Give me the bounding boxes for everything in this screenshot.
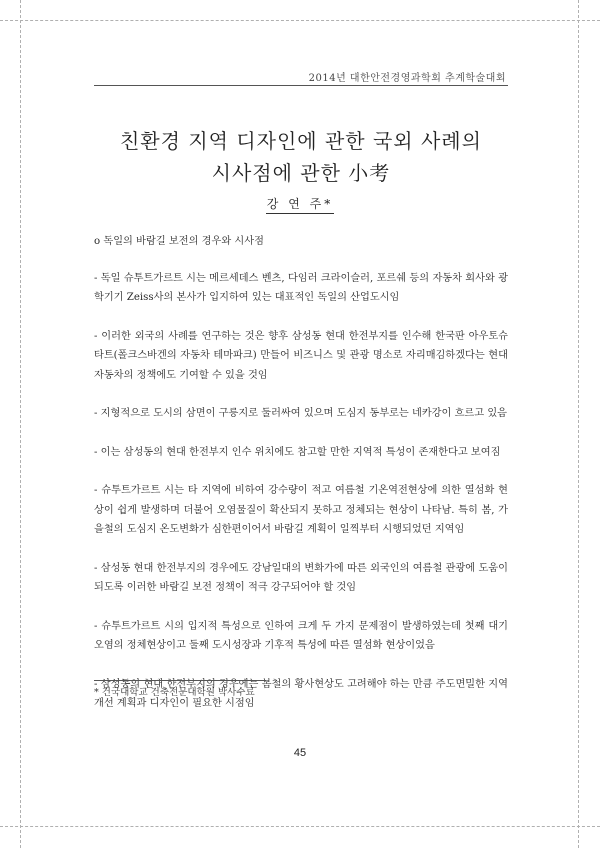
body-paragraph: - 독일 슈투트가르트 시는 메르세데스 벤츠, 다임러 크라이슬러, 포르쉐 등의 자동차 회사와 광학기기 Zeiss사의 본사가 입지하여 있는 대표적인 독일의 산업도시임 [94, 272, 508, 303]
body-paragraph: - 이는 삼성동의 현대 한전부지 인수 위치에도 참고할 만한 지역적 특성이 존재한다고 보여짐 [94, 446, 501, 458]
body-paragraph: - 이러한 외국의 사례를 연구하는 것은 향후 삼성동 현대 한전부지를 인수해 한국판 아우토슈타트(폴크스바겐의 자동차 테마파크) 만들어 비즈니스 및 관광 명소로 자리매김하겠다는 현대자동차의 정책에도 기여할 수 있을 것임 [94, 330, 508, 381]
paper-title-line-2: 시사점에 관한 小考 [211, 161, 391, 185]
body-paragraph: - 슈투트가르트 시는 타 지역에 비하여 강수량이 적고 여름철 기온역전현상에 의한 열섬화 현상이 쉽게 발생하며 더불어 오염물질이 확산되지 못하고 정체되는 현상이 나타남. 특히 봄, 가을철의 도심지 온도변화가 심한편이어서 바람길 계획이 일찍부터 시행되었던 지역임 [94, 485, 508, 535]
footnote-rule [94, 680, 266, 681]
crop-guide-top [0, 20, 600, 21]
body-paragraph: - 삼성동 현대 한전부지의 경우에도 강남일대의 변화가에 따른 외국인의 여름철 관광에 도움이 되도록 이러한 바람길 보전 정책이 적극 강구되어야 할 것임 [94, 562, 508, 593]
section-heading: o 독일의 바람길 보전의 경우와 시사점 [94, 236, 264, 247]
body-paragraph: - 슈투트가르트 시의 입지적 특성으로 인하여 크게 두 가지 문제점이 발생하였는데 첫째 대기오염의 정체현상이고 둘째 도시성장과 기후적 특성에 따른 열섬화 현상이었음 [94, 620, 508, 651]
body-paragraph: - 삼성동의 현대 한전부지의 경우에는 봄철의 황사현상도 고려해야 하는 만큼 주도면밀한 지역개선 계획과 디자인이 필요한 시점임 [94, 678, 508, 709]
crop-guide-left [20, 0, 21, 848]
body-text [94, 232, 508, 733]
crop-guide-right [578, 0, 579, 848]
header-rule [94, 85, 508, 86]
author-name: 강 연 주* [266, 195, 334, 214]
crop-guide-bottom [0, 826, 600, 827]
paper-title-line-1: 친환경 지역 디자인에 관한 국외 사례의 [120, 129, 482, 153]
author-line [0, 195, 600, 214]
footnote: * 건국대학교 건축전문대학원 박사수료 [94, 687, 255, 698]
page-number: 45 [293, 747, 307, 759]
body-paragraph: - 지형적으로 도시의 삼면이 구릉지로 둘러싸여 있으며 도심지 동부로는 네카강이 흐르고 있음 [94, 408, 508, 419]
paper-title [94, 125, 508, 189]
running-head: 2014년 대한안전경영과학회 추계학술대회 [308, 73, 506, 84]
